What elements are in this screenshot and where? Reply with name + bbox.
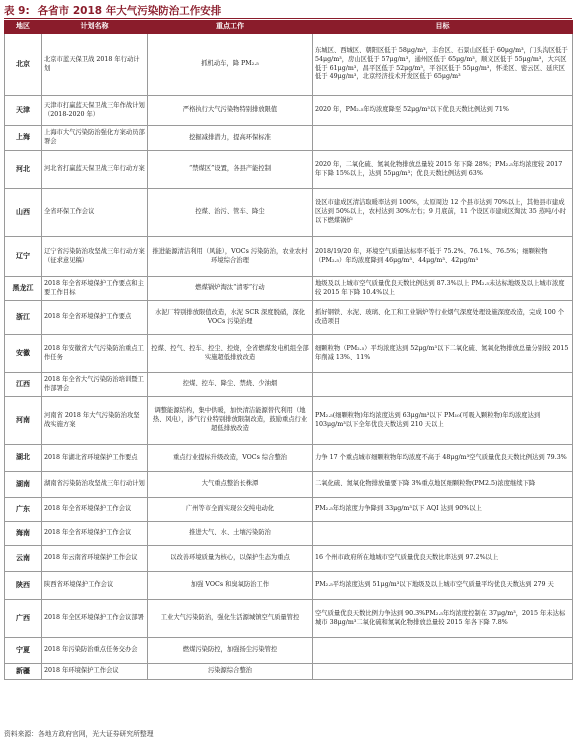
- focus-cell: 重点行业提标升级改造，VOCs 综合整治: [148, 445, 313, 472]
- source-note: 资料来源：各地方政府官网，光大证券研究所整理: [4, 730, 154, 738]
- plan-cell: 2018 年全省大气污染防治培训暨工作部署会: [42, 373, 148, 397]
- plan-cell: 2018 年湖北省环境保护工作要点: [42, 445, 148, 472]
- region-cell: 山西: [5, 189, 42, 237]
- policy-table: [4, 20, 573, 680]
- target-cell: [313, 638, 573, 664]
- focus-cell: 以改善环境质量为核心，以保护生态为重点: [148, 546, 313, 572]
- plan-cell: 辽宁省污染防治攻坚战三年行动方案（征求意见稿）: [42, 237, 148, 277]
- region-cell: 海南: [5, 522, 42, 546]
- target-cell: PM₂.₅(细颗粒物)年均浓度达到 63μg/m³以下 PM₁₀(可吸入颗粒物)年均浓度达到 103μg/m³以下全年优良天数达到 210 天以上: [313, 397, 573, 445]
- table-row: [5, 600, 573, 638]
- focus-cell: 严格执行大气污染物特别排放限值: [148, 96, 313, 126]
- plan-cell: 2018 年污染防治重点任务交办会: [42, 638, 148, 664]
- table-row: [5, 189, 573, 237]
- plan-cell: 河南省 2018 年大气污染防治攻坚战实施方案: [42, 397, 148, 445]
- region-cell: 河北: [5, 151, 42, 189]
- target-cell: 设区市建成区清洁取暖率达到 100%，太原周边 12 个县市达到 70%以上，其他县市建成区达到 50%以上，农村达到 30%左右；9 月底前，11 个设区市建成区淘汰 35 蒸吨/小时以下燃煤锅炉: [313, 189, 573, 237]
- target-cell: PM₂.₅年均浓度力争降到 33μg/m³以下 AQI 达到 90%以上: [313, 498, 573, 522]
- region-cell: 上海: [5, 126, 42, 151]
- table-row: [5, 638, 573, 664]
- header-plan: 计划名称: [42, 21, 148, 34]
- header-target: 目标: [313, 21, 573, 34]
- target-cell: [313, 126, 573, 151]
- region-cell: 云南: [5, 546, 42, 572]
- region-cell: 广西: [5, 600, 42, 638]
- focus-cell: 控煤、控气、控车、控尘、控烧，全省燃煤发电机组全部实施超低排放改造: [148, 335, 313, 373]
- table-row: [5, 522, 573, 546]
- table-row: [5, 126, 573, 151]
- plan-cell: 2018 年云南省环境保护工作会议: [42, 546, 148, 572]
- region-cell: 河南: [5, 397, 42, 445]
- plan-cell: 2018 年全区环境保护工作会议部署: [42, 600, 148, 638]
- target-cell: 地级及以上城市空气质量优良天数比例达到 87.3%以上 PM₂.₅未达标地级及以上城市浓度较 2015 年下降 10.4%以上: [313, 277, 573, 301]
- region-cell: 湖南: [5, 472, 42, 498]
- target-cell: 2020 年，二氧化硫、氮氧化物排放总量较 2015 年下降 28%；PM₂.₅年均浓度较 2017 年下降 15%以上，达到 55μg/m³；优良天数比例达到 63%: [313, 151, 573, 189]
- table-row: [5, 96, 573, 126]
- table-row: [5, 397, 573, 445]
- table-number: 表 9:: [4, 4, 30, 17]
- table-row: [5, 472, 573, 498]
- table-row: [5, 498, 573, 522]
- focus-cell: 调整能源结构，集中供暖，加快清洁能源替代利用（地热、风电），涉气行业特别排放限制改造，鼓励重点行业超低排放改造: [148, 397, 313, 445]
- target-cell: 二氧化硫、氮氧化物排放量要下降 3%重点地区细颗粒物(PM2.5)浓度继续下降: [313, 472, 573, 498]
- table-row: [5, 34, 573, 96]
- plan-cell: 全省环保工作会议: [42, 189, 148, 237]
- plan-cell: 2018 年全省环境保护工作要点: [42, 301, 148, 335]
- target-cell: 空气质量优良天数比例力争达到 90.3%PM₂.₅年均浓度控制在 37μg/m³，2015 年未达标城市 38μg/m³二氧化硫和氮氧化物排放总量较 2015 年各下降 7.8%: [313, 600, 573, 638]
- target-cell: 抓好钢铁、水泥、玻璃、化工和工业锅炉等行业烟气深度处理设施深度改造，完成 100 个改造项目: [313, 301, 573, 335]
- region-cell: 新疆: [5, 664, 42, 680]
- table-row: [5, 237, 573, 277]
- focus-cell: 推进能源清洁利用（风能），VOCs 污染防治，农业农村环境综合治理: [148, 237, 313, 277]
- plan-cell: 陕西省环境保护工作会议: [42, 572, 148, 600]
- table-row: [5, 664, 573, 680]
- table-row: [5, 546, 573, 572]
- region-cell: 黑龙江: [5, 277, 42, 301]
- focus-cell: 挖掘减排潜力，提高环保标准: [148, 126, 313, 151]
- header-region: 地区: [5, 21, 42, 34]
- region-cell: 宁夏: [5, 638, 42, 664]
- region-cell: 北京: [5, 34, 42, 96]
- region-cell: 浙江: [5, 301, 42, 335]
- focus-cell: 污染源综合整治: [148, 664, 313, 680]
- focus-cell: “禁煤区”设置，各县产能控制: [148, 151, 313, 189]
- table-row: [5, 445, 573, 472]
- plan-cell: 天津市打赢蓝天保卫战三年作战计划（2018-2020 年）: [42, 96, 148, 126]
- plan-cell: 2018 年安徽省大气污染防治重点工作任务: [42, 335, 148, 373]
- plan-cell: 北京市蓝天保卫战 2018 年行动计划: [42, 34, 148, 96]
- focus-cell: 抓机动车，降 PM₂.₅: [148, 34, 313, 96]
- plan-cell: 2018 年全省环境保护工作会议: [42, 522, 148, 546]
- focus-cell: 水泥厂特别排放限值改造，水泥 SCR 深度脱硝，深化 VOCs 污染治理: [148, 301, 313, 335]
- region-cell: 湖北: [5, 445, 42, 472]
- target-cell: 2020 年，PM₂.₅年均浓度降至 52μg/m³以下优良天数比例达到 71%: [313, 96, 573, 126]
- target-cell: PM₂.₅平均浓度达到 51μg/m³以下地级及以上城市空气质量平均优良天数达到 279 天: [313, 572, 573, 600]
- target-cell: 细颗粒物（PM₂.₅）平均浓度达到 52μg/m³以下二氧化硫、氮氧化物排放总量分别较 2015 年削减 13%、11%: [313, 335, 573, 373]
- plan-cell: 2018 年环境保护工作会议: [42, 664, 148, 680]
- table-row: [5, 335, 573, 373]
- focus-cell: 加强 VOCs 和臭氧防治工作: [148, 572, 313, 600]
- region-cell: 江西: [5, 373, 42, 397]
- target-cell: 16 个州市政府所在地城市空气质量优良天数比率达到 97.2%以上: [313, 546, 573, 572]
- region-cell: 广东: [5, 498, 42, 522]
- focus-cell: 控煤、治污、管车、降尘: [148, 189, 313, 237]
- focus-cell: 燃煤锅炉淘汰“清零”行动: [148, 277, 313, 301]
- region-cell: 辽宁: [5, 237, 42, 277]
- focus-cell: 广州等市全面实现公交纯电动化: [148, 498, 313, 522]
- table-title: 各省市 2018 年大气污染防治工作安排: [37, 4, 222, 17]
- header-focus: 重点工作: [148, 21, 313, 34]
- region-cell: 陕西: [5, 572, 42, 600]
- target-cell: [313, 522, 573, 546]
- plan-cell: 2018 年全省环境保护工作会议: [42, 498, 148, 522]
- table-row: [5, 301, 573, 335]
- target-cell: [313, 373, 573, 397]
- target-cell: 2018/19/20 年，环境空气质量达标率不低于 75.2%、76.1%、76.5%；细颗粒物（PM₂.₅）年均浓度降到 46μg/m³、44μg/m³、42μg/m³: [313, 237, 573, 277]
- region-cell: 天津: [5, 96, 42, 126]
- plan-cell: 上海市大气污染防治强化方案动员部署会: [42, 126, 148, 151]
- target-cell: 力争 17 个重点城市细颗粒物年均浓度不高于 48μg/m³空气质量优良天数比例达到 79.3%: [313, 445, 573, 472]
- plan-cell: 湖南省污染防治攻坚战三年行动计划: [42, 472, 148, 498]
- table-row: [5, 277, 573, 301]
- focus-cell: 大气重点整治长株潭: [148, 472, 313, 498]
- table-row: [5, 373, 573, 397]
- plan-cell: 河北省打赢蓝天保卫战三年行动方案: [42, 151, 148, 189]
- table-row: [5, 572, 573, 600]
- focus-cell: 推进大气、水、土壤污染防治: [148, 522, 313, 546]
- target-cell: [313, 664, 573, 680]
- region-cell: 安徽: [5, 335, 42, 373]
- target-cell: 东城区、西城区、朝阳区低于 58μg/m³，丰台区、石景山区低于 60μg/m³，门头沟区低于 54μg/m³，房山区低于 57μg/m³，通州区低于 65μg/m³，顺义区低于 55μg/m³，大兴区低于 61μg/m³，昌平区低于 52μg/m³，平谷区低于 55μg/m³，怀柔区、密云区、延庆区低于 49μg/m³，北京经济技术开发区低于 65μg/m³: [313, 34, 573, 96]
- focus-cell: 控煤、控车、降尘、禁烧、少油烟: [148, 373, 313, 397]
- table-header-row: [5, 21, 573, 34]
- focus-cell: 工业大气污染防治，强化生活源城镇空气质量管控: [148, 600, 313, 638]
- table-caption: [4, 2, 572, 19]
- plan-cell: 2018 年全省环境保护工作要点和主要工作目标: [42, 277, 148, 301]
- table-row: [5, 151, 573, 189]
- focus-cell: 燃煤污染防控，加强扬尘污染管控: [148, 638, 313, 664]
